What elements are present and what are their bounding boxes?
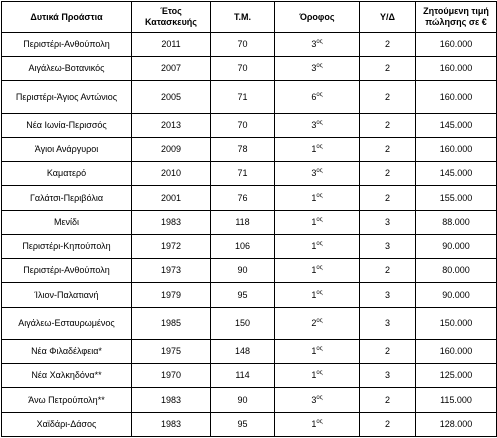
- floor-number: 1: [311, 418, 317, 429]
- floor-ordinal-suffix: ος: [316, 63, 323, 70]
- cell-sqm: 71: [211, 162, 275, 186]
- cell-floor: [275, 234, 360, 258]
- cell-year: 1983: [132, 388, 211, 412]
- floor-number: 1: [311, 346, 317, 357]
- cell-year: 1973: [132, 259, 211, 283]
- cell-rooms: 2: [360, 412, 416, 436]
- cell-rooms: 2: [360, 162, 416, 186]
- cell-area: Περιστέρι-Κηπούπολη: [2, 234, 132, 258]
- cell-rooms: 2: [360, 81, 416, 113]
- header-price: Ζητούμενη τιμή πώλησης σε €: [416, 2, 497, 33]
- floor-number: 1: [311, 241, 317, 252]
- floor-number: 2: [311, 317, 317, 328]
- cell-floor: [275, 339, 360, 363]
- floor-number: 1: [311, 289, 317, 300]
- cell-price: 80.000: [416, 259, 497, 283]
- floor-ordinal-suffix: ος: [316, 265, 323, 272]
- table-row: [2, 412, 497, 436]
- floor-number: 1: [311, 192, 317, 203]
- floor-ordinal-suffix: ος: [316, 394, 323, 401]
- cell-year: 1983: [132, 210, 211, 234]
- cell-sqm: 70: [211, 33, 275, 57]
- cell-year: 2011: [132, 33, 211, 57]
- cell-floor: [275, 210, 360, 234]
- cell-area: Αιγάλεω-Εσταυρωμένος: [2, 307, 132, 339]
- cell-rooms: 2: [360, 186, 416, 210]
- cell-area: Αιγάλεω-Βοτανικός: [2, 57, 132, 81]
- cell-sqm: 118: [211, 210, 275, 234]
- header-floor: Όροφος: [275, 2, 360, 33]
- cell-rooms: 3: [360, 307, 416, 339]
- table-row: [2, 81, 497, 113]
- cell-floor: [275, 81, 360, 113]
- cell-rooms: 2: [360, 339, 416, 363]
- floor-number: 3: [311, 63, 317, 74]
- cell-rooms: 3: [360, 210, 416, 234]
- cell-area: Μενίδι: [2, 210, 132, 234]
- table-row: [2, 307, 497, 339]
- cell-floor: [275, 186, 360, 210]
- cell-rooms: 3: [360, 364, 416, 388]
- cell-rooms: 3: [360, 283, 416, 307]
- cell-sqm: 90: [211, 388, 275, 412]
- table-row: [2, 33, 497, 57]
- cell-sqm: 95: [211, 412, 275, 436]
- cell-year: 2005: [132, 81, 211, 113]
- cell-price: 160.000: [416, 138, 497, 162]
- floor-ordinal-suffix: ος: [316, 346, 323, 353]
- cell-price: 160.000: [416, 339, 497, 363]
- cell-rooms: 2: [360, 138, 416, 162]
- cell-price: 115.000: [416, 388, 497, 412]
- cell-floor: [275, 33, 360, 57]
- cell-sqm: 148: [211, 339, 275, 363]
- cell-area: Περιστέρι-Ανθούπολη: [2, 259, 132, 283]
- header-row: [2, 2, 497, 33]
- floor-ordinal-suffix: ος: [316, 216, 323, 223]
- cell-price: 160.000: [416, 57, 497, 81]
- table-row: [2, 186, 497, 210]
- cell-year: 2007: [132, 57, 211, 81]
- cell-sqm: 76: [211, 186, 275, 210]
- cell-rooms: 2: [360, 113, 416, 137]
- property-listings-table: [1, 1, 497, 437]
- cell-rooms: 2: [360, 33, 416, 57]
- cell-floor: [275, 388, 360, 412]
- cell-year: 1970: [132, 364, 211, 388]
- cell-area: Νέα Ιωνία-Περισσός: [2, 113, 132, 137]
- cell-sqm: 70: [211, 57, 275, 81]
- table-row: [2, 259, 497, 283]
- cell-price: 90.000: [416, 234, 497, 258]
- cell-year: 2013: [132, 113, 211, 137]
- cell-price: 160.000: [416, 33, 497, 57]
- cell-sqm: 95: [211, 283, 275, 307]
- cell-sqm: 114: [211, 364, 275, 388]
- floor-ordinal-suffix: ος: [316, 119, 323, 126]
- cell-area: Γαλάτσι-Περιβόλια: [2, 186, 132, 210]
- cell-area: Άγιοι Ανάργυροι: [2, 138, 132, 162]
- cell-area: Νέα Φιλαδέλφεια*: [2, 339, 132, 363]
- cell-sqm: 70: [211, 113, 275, 137]
- cell-floor: [275, 138, 360, 162]
- cell-area: Άνω Πετρούπολη**: [2, 388, 132, 412]
- table-row: [2, 113, 497, 137]
- floor-number: 3: [311, 119, 317, 130]
- cell-floor: [275, 113, 360, 137]
- table-row: [2, 162, 497, 186]
- cell-year: 1983: [132, 412, 211, 436]
- cell-year: 1972: [132, 234, 211, 258]
- cell-price: 150.000: [416, 307, 497, 339]
- cell-year: 1975: [132, 339, 211, 363]
- cell-sqm: 106: [211, 234, 275, 258]
- floor-number: 1: [311, 370, 317, 381]
- cell-year: 1985: [132, 307, 211, 339]
- floor-ordinal-suffix: ος: [316, 418, 323, 425]
- table-row: [2, 339, 497, 363]
- floor-number: 1: [311, 216, 317, 227]
- cell-area: Χαϊδάρι-Δάσος: [2, 412, 132, 436]
- cell-price: 160.000: [416, 81, 497, 113]
- cell-floor: [275, 283, 360, 307]
- cell-area: Νέα Χαλκηδόνα**: [2, 364, 132, 388]
- cell-year: 2010: [132, 162, 211, 186]
- cell-sqm: 78: [211, 138, 275, 162]
- header-sqm: Τ.Μ.: [211, 2, 275, 33]
- floor-ordinal-suffix: ος: [316, 241, 323, 248]
- cell-year: 2001: [132, 186, 211, 210]
- cell-sqm: 90: [211, 259, 275, 283]
- cell-price: 88.000: [416, 210, 497, 234]
- cell-price: 90.000: [416, 283, 497, 307]
- cell-floor: [275, 259, 360, 283]
- cell-rooms: 3: [360, 234, 416, 258]
- floor-number: 3: [311, 168, 317, 179]
- cell-rooms: 2: [360, 57, 416, 81]
- cell-area: Περιστέρι-Άγιος Αντώνιος: [2, 81, 132, 113]
- floor-ordinal-suffix: ος: [316, 91, 323, 98]
- table-row: [2, 283, 497, 307]
- cell-area: Ίλιον-Παλατιανή: [2, 283, 132, 307]
- floor-number: 1: [311, 144, 317, 155]
- header-rooms: Υ/Δ: [360, 2, 416, 33]
- floor-ordinal-suffix: ος: [316, 192, 323, 199]
- floor-ordinal-suffix: ος: [316, 317, 323, 324]
- floor-ordinal-suffix: ος: [316, 370, 323, 377]
- floor-number: 6: [311, 91, 317, 102]
- header-year: Έτος Κατασκευής: [132, 2, 211, 33]
- cell-price: 128.000: [416, 412, 497, 436]
- cell-price: 145.000: [416, 162, 497, 186]
- table-row: [2, 364, 497, 388]
- cell-rooms: 2: [360, 388, 416, 412]
- floor-ordinal-suffix: ος: [316, 168, 323, 175]
- cell-price: 125.000: [416, 364, 497, 388]
- floor-ordinal-suffix: ος: [316, 289, 323, 296]
- floor-number: 3: [311, 39, 317, 50]
- table-row: [2, 234, 497, 258]
- table-row: [2, 138, 497, 162]
- cell-floor: [275, 412, 360, 436]
- cell-floor: [275, 162, 360, 186]
- cell-sqm: 150: [211, 307, 275, 339]
- cell-year: 2009: [132, 138, 211, 162]
- cell-rooms: 2: [360, 259, 416, 283]
- cell-floor: [275, 57, 360, 81]
- floor-ordinal-suffix: ος: [316, 39, 323, 46]
- floor-ordinal-suffix: ος: [316, 144, 323, 151]
- cell-area: Καματερό: [2, 162, 132, 186]
- cell-floor: [275, 307, 360, 339]
- floor-number: 3: [311, 394, 317, 405]
- cell-area: Περιστέρι-Ανθούπολη: [2, 33, 132, 57]
- floor-number: 1: [311, 265, 317, 276]
- cell-price: 145.000: [416, 113, 497, 137]
- table-row: [2, 57, 497, 81]
- cell-floor: [275, 364, 360, 388]
- cell-price: 155.000: [416, 186, 497, 210]
- cell-sqm: 71: [211, 81, 275, 113]
- header-area: Δυτικά Προάστια: [2, 2, 132, 33]
- table-row: [2, 388, 497, 412]
- table-row: [2, 210, 497, 234]
- cell-year: 1979: [132, 283, 211, 307]
